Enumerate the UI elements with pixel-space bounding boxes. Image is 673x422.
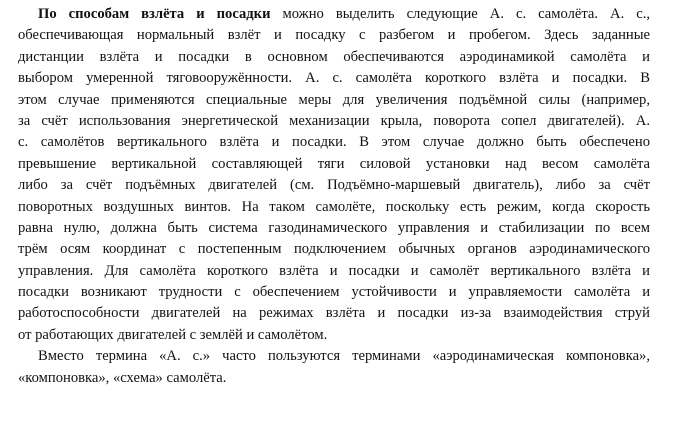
- text-line: работоспособности двигателей на режимах взлёта и посадки из-за взаимодействия струй: [18, 305, 650, 322]
- text-line: [18, 4, 650, 25]
- text-line: этом случае применяются специальные меры для увеличения подъёмной силы (например,: [18, 91, 650, 108]
- text-line: превышение вертикальной составляющей тяги силовой установки над весом самолёта: [18, 155, 650, 172]
- text-line: трём осям координат с постепенным подключением обычных органов аэродинамического: [18, 241, 650, 258]
- text-line: посадки возникают трудности с обеспечением устойчивости и управляемости самолёта и: [18, 284, 650, 301]
- text-line: дистанции взлёта и посадки в основном обеспечиваются аэродинамикой самолёта и: [18, 48, 650, 65]
- paragraph-1: [18, 4, 650, 346]
- text-line: за счёт использования энергетической механизации крыла, поворота сопел двигателей). А.: [18, 112, 650, 129]
- text-line: выбором умеренной тяговооружённости. А. с. самолёта короткого взлёта и посадки. В: [18, 70, 650, 87]
- text-line-rest: можно выделить следующие А. с. самолёта. А. с.,: [270, 6, 650, 22]
- text-line: управления. Для самолёта короткого взлёта и посадки и самолёт вертикального взлёта и: [18, 262, 650, 279]
- text-line: обеспечивающая нормальный взлёт и посадку с разбегом и пробегом. Здесь заданные: [18, 27, 650, 44]
- text-line: либо за счёт подъёмных двигателей (см. Подъёмно-маршевый двигатель), либо за счёт: [18, 177, 650, 194]
- text-line: с. самолётов вертикального взлёта и посадки. В этом случае должно быть обеспечено: [18, 134, 650, 151]
- text-line: «компоновка», «схема» самолёта.: [18, 369, 227, 386]
- paragraph-2: [18, 346, 650, 389]
- bold-term: По способам взлёта и посадки: [38, 6, 271, 22]
- text-line: Вместо термина «А. с.» часто пользуются терминами «аэродинамическая компоновка»,: [38, 348, 650, 365]
- text-line: поворотных воздушных винтов. На таком самолёте, поскольку есть режим, когда скорость: [18, 198, 650, 215]
- text-line: равна нулю, должна быть система газодинамического управления и стабилизации по всем: [18, 219, 650, 236]
- text-line: от работающих двигателей с землёй и самолётом.: [18, 326, 328, 343]
- article-body: [18, 4, 650, 389]
